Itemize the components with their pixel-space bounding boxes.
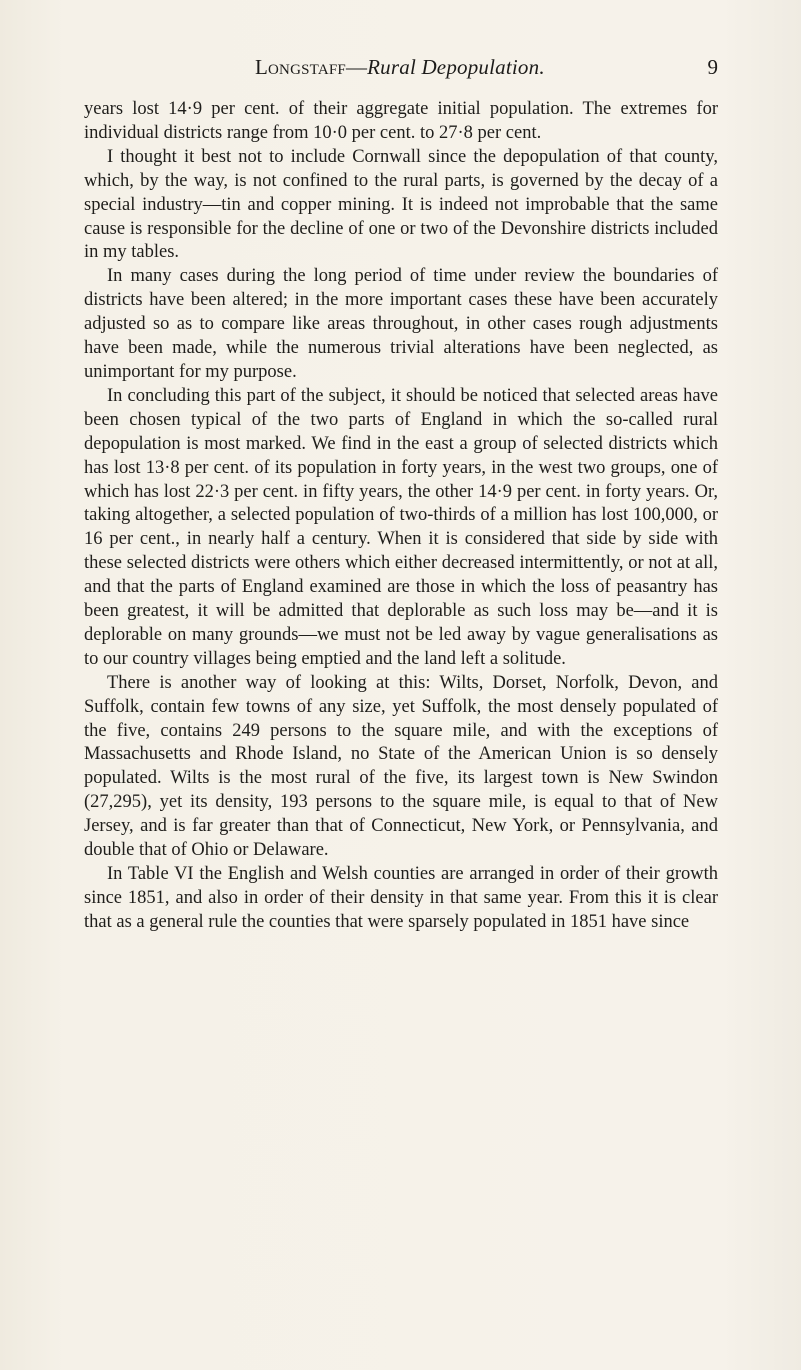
paragraph: In many cases during the long period of time under review the boundaries of districts have been altered; in the more important cases these have been accurately adjusted so as to compare like areas throughout, in other cases rough adjustments have been made, while the numerous trivial alterations have been neglected, as unimportant for my purpose.	[84, 266, 718, 382]
paragraph: years lost 14·9 per cent. of their aggregate initial population. The extremes for individual districts range from 10·0 per cent. to 27·8 per cent.	[84, 99, 718, 143]
running-book-title: Rural Depopulation.	[367, 55, 545, 79]
page-number: 9	[707, 55, 718, 79]
running-head	[84, 55, 718, 85]
paragraph: In concluding this part of the subject, it should be noticed that selected areas have been chosen typical of the two parts of England in which the so-called rural depopulation is most marked. We find in the east a group of selected districts which has lost 13·8 per cent. of its population in forty years, in the west two groups, one of which has lost 22·3 per cent. in fifty years, the other 14·9 per cent. in forty years. Or, taking altogether, a selected population of two-thirds of a million has lost 100,000, or 16 per cent., in nearly half a century. When it is considered that side by side with these selected districts were others which either decreased intermittently, or not at all, and that the parts of England examined are those in which the loss of peasantry has been greatest, it will be admitted that deplorable as such loss may be—and it is deplorable on many grounds—we must not be led away by vague generalisations as to our country villages being emptied and the land left a solitude.	[84, 385, 718, 669]
paragraph: I thought it best not to include Cornwall since the depopulation of that county, which, by the way, is not confined to the rural parts, is governed by the decay of a special industry—tin and copper mining. It is indeed not improbable that the same cause is responsible for the decline of one or two of the Devonshire districts included in my tables.	[84, 146, 718, 263]
paragraph: There is another way of looking at this: Wilts, Dorset, Norfolk, Devon, and Suffolk, contain few towns of any size, yet Suffolk, the most densely populated of the five, contains 249 persons to the square mile, and with the exceptions of Massachusetts and Rhode Island, no State of the American Union is so densely populated. Wilts is the most rural of the five, its largest town is New Swindon (27,295), yet its density, 193 persons to the square mile, is equal to that of New Jersey, and is far greater than that of Connecticut, New York, or Pennsylvania, and double that of Ohio or Delaware.	[84, 672, 718, 861]
body-text	[84, 98, 718, 935]
running-author: Longstaff	[255, 55, 346, 79]
paragraph: In Table VI the English and Welsh counties are arranged in order of their growth since 1851, and also in order of their density in that same year. From this it is clear that as a general rule the counties that were sparsely populated in 1851 have since	[84, 864, 718, 932]
running-separator: —	[345, 55, 368, 79]
running-title	[255, 55, 545, 80]
